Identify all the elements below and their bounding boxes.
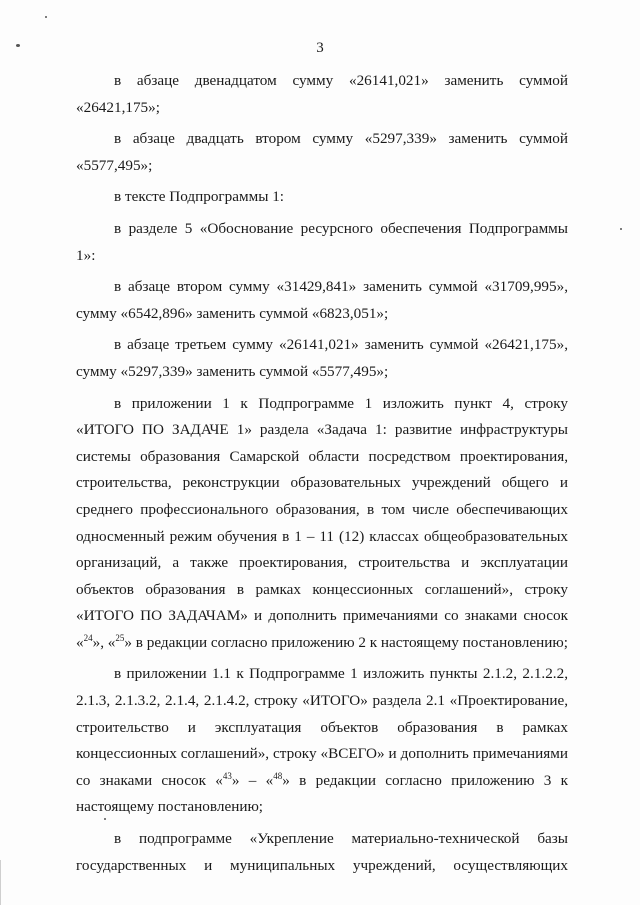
paragraph-6: в абзаце третьем сумму «26141,021» заменить суммой «26421,175», сумму «5297,339» заменить суммой «5577,495»;	[76, 336, 568, 380]
paragraph-8-text-before: в приложении 1.1 к Подпрограмме 1 изложить пункты 2.1.2, 2.1.2.2, 2.1.3, 2.1.3.2, 2.1.4, 2.1.4.2, строку «ИТОГО» раздела 2.1 «Проектирование, строительство и эксплуатация объектов образования в рамках концессионных соглашений», строку «ВСЕГО» и дополнить примечаниями со знаками сносок «	[76, 665, 568, 789]
paragraph-9: в подпрограмме «Укрепление материально-технической базы государственных и муниципальных учреждений, осуществляющих	[76, 830, 568, 874]
paragraph-7-text-before: в приложении 1 к Подпрограмме 1 изложить пункт 4, строку «ИТОГО ПО ЗАДАЧЕ 1» раздела «Задача 1: развитие инфраструктуры системы образования Самарской области посредством проектирования, строительства, реконструкции образовательных учреждений общего и среднего профессионального образования, в том числе обеспечивающих односменный режим обучения в 1 – 11 (12) классах общеобразовательных организаций, а также проектирования, строительства и эксплуатации объектов образования в рамках концессионных соглашений», строку «ИТОГО ПО ЗАДАЧАМ» и дополнить примечаниями со знаками сносок «	[76, 394, 568, 651]
scan-speck	[620, 228, 622, 230]
footnote-mark-24: 24	[83, 632, 93, 643]
paragraph-7-text-after: » в редакции согласно приложению 2 к настоящему постановлению;	[124, 633, 568, 651]
footnote-mark-25: 25	[115, 632, 125, 643]
document-body	[76, 68, 568, 879]
scan-edge-mark	[0, 860, 7, 905]
footnote-mark-48: 48	[273, 770, 283, 781]
scan-speck	[16, 44, 20, 47]
paragraph-8-text-middle: » – «	[231, 771, 274, 789]
paragraph-7-text-middle: », «	[92, 633, 116, 651]
scan-speck	[45, 16, 47, 18]
paragraph-5: в абзаце втором сумму «31429,841» заменить суммой «31709,995», сумму «6542,896» заменить суммой «6823,051»;	[76, 278, 568, 322]
scan-speck	[104, 818, 106, 820]
footnote-mark-43: 43	[222, 770, 232, 781]
paragraph-8	[76, 661, 568, 821]
paragraph-1: в абзаце двенадцатом сумму «26141,021» заменить суммой «26421,175»;	[76, 72, 568, 116]
paragraph-7	[76, 391, 568, 657]
paragraph-8-text-after: » в редакции согласно приложению 3 к настоящему постановлению;	[76, 771, 568, 816]
paragraph-4: в разделе 5 «Обоснование ресурсного обеспечения Подпрограммы 1»:	[76, 219, 568, 264]
paragraph-3: в тексте Подпрограммы 1:	[114, 188, 285, 206]
page-number: 3	[316, 40, 324, 56]
paragraph-2: в абзаце двадцать втором сумму «5297,339» заменить суммой «5577,495»;	[76, 130, 568, 174]
